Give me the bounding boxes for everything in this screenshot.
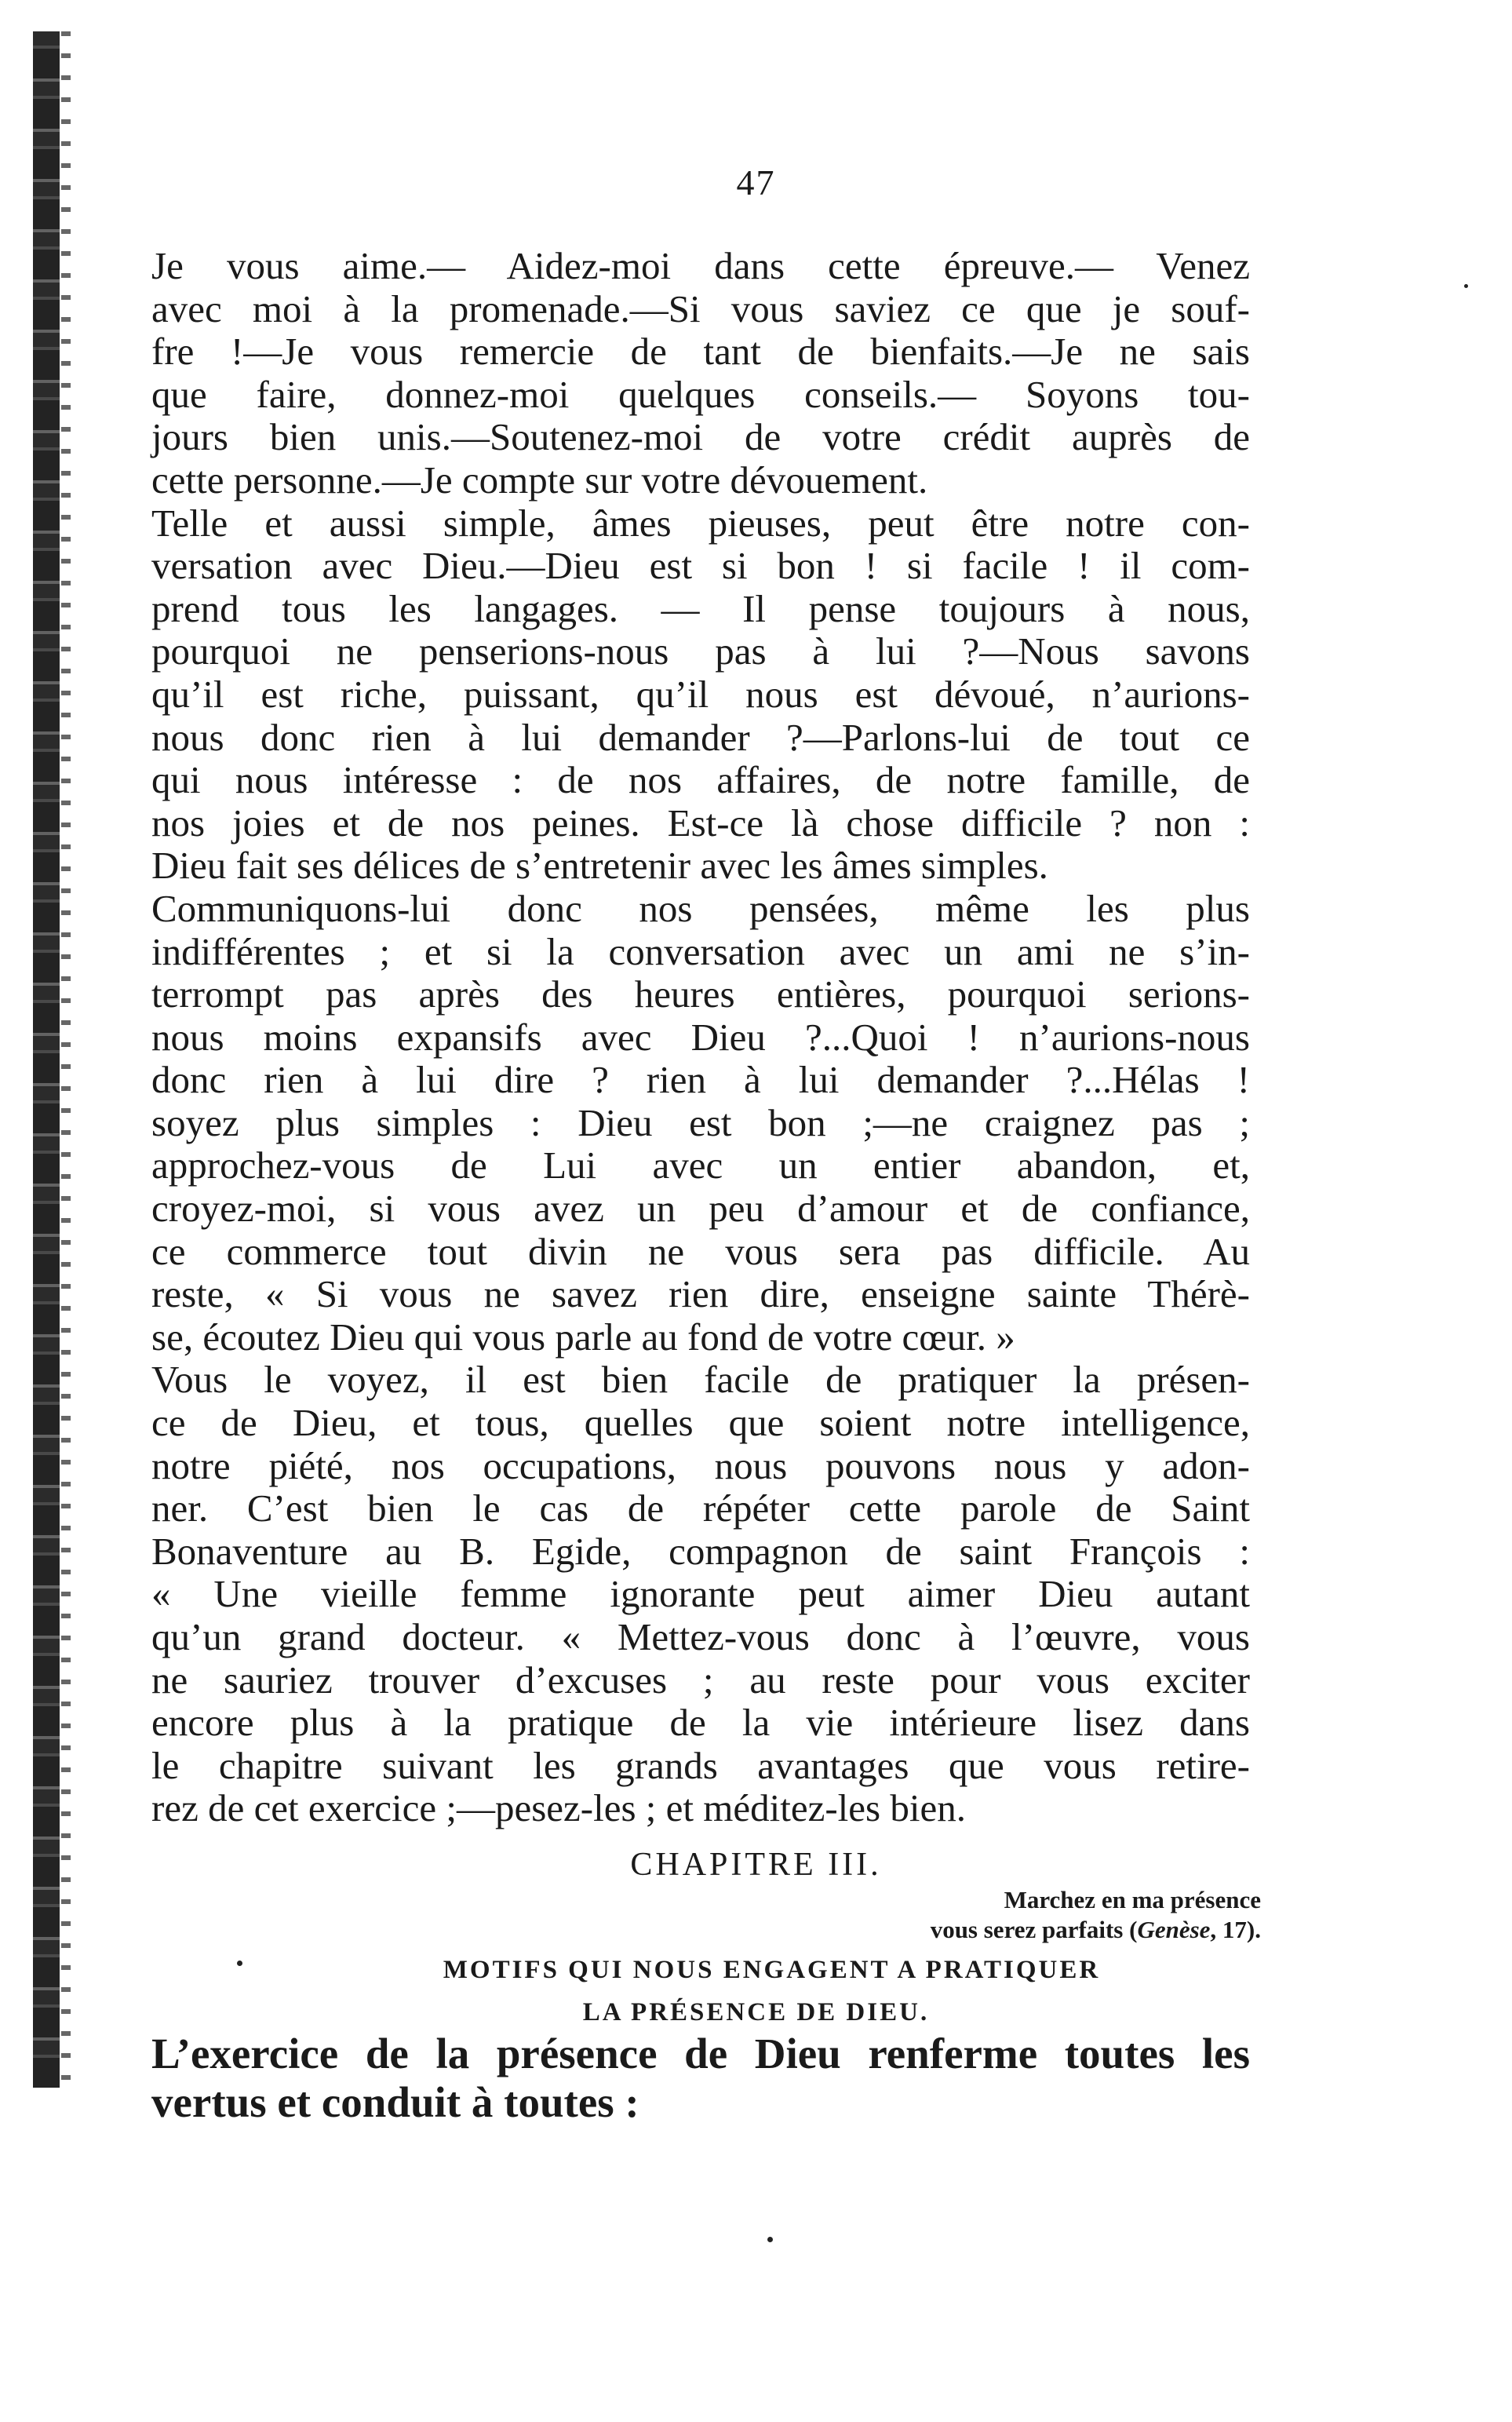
text-line: Telle et aussi simple, âmes pieuses, peut être notre con- — [151, 501, 1250, 545]
text-line: rez de cet exercice ;—pesez-les ; et méditez-les bien. — [151, 1786, 966, 1830]
text-line: jours bien unis.—Soutenez-moi de votre crédit auprès de — [151, 415, 1250, 459]
epigraph-line — [931, 1915, 1261, 1945]
epigraph-reference: Genèse — [1137, 1916, 1211, 1943]
text-line: ce commerce tout divin ne vous sera pas difficile. Au — [151, 1229, 1250, 1273]
text-line: nous moins expansifs avec Dieu ?...Quoi ! n’aurions-nous — [151, 1015, 1250, 1059]
stray-mark — [767, 2237, 773, 2242]
text-line: vertus et conduit à toutes : — [151, 2078, 639, 2126]
chapter-opening-text — [151, 2030, 1250, 2127]
chapter-heading-line: MOTIFS QUI NOUS ENGAGENT A PRATIQUER — [443, 1956, 1101, 1984]
text-line: fre !—Je vous remercie de tant de bienfaits.—Je ne sais — [151, 330, 1250, 374]
text-line: Je vous aime.— Aidez-moi dans cette épreuve.— Venez — [151, 244, 1250, 287]
text-line: reste, « Si vous ne savez rien dire, enseigne sainte Thérè- — [151, 1272, 1250, 1316]
text-line: soyez plus simples : Dieu est bon ;—ne craignez pas ; — [151, 1100, 1250, 1144]
text-line: donc rien à lui dire ? rien à lui demander ?...Hélas ! — [151, 1058, 1250, 1102]
text-line: notre piété, nos occupations, nous pouvons nous y adon- — [151, 1443, 1250, 1487]
chapter-heading-line: LA PRÉSENCE DE DIEU. — [582, 1998, 930, 2026]
text-line: « Une vieille femme ignorante peut aimer Dieu autant — [151, 1572, 1250, 1616]
text-line: ne sauriez trouver d’excuses ; au reste pour vous exciter — [151, 1658, 1250, 1702]
epigraph — [931, 1885, 1261, 1945]
text-line: avec moi à la promenade.—Si vous saviez ce que je souf- — [151, 286, 1250, 330]
text-line: Dieu fait ses délices de s’entretenir avec les âmes simples. — [151, 844, 1048, 888]
text-line: croyez-moi, si vous avez un peu d’amour et de confiance, — [151, 1187, 1250, 1231]
text-line: versation avec Dieu.—Dieu est si bon ! si facile ! il com- — [151, 544, 1250, 588]
text-line: nous donc rien à lui demander ?—Parlons-lui de tout ce — [151, 715, 1250, 759]
text-line: ce de Dieu, et tous, quelles que soient notre intelligence, — [151, 1401, 1250, 1445]
text-line: Communiquons-lui donc nos pensées, même les plus — [151, 886, 1250, 930]
page-binding-edge — [33, 31, 60, 2088]
page-number: 47 — [736, 162, 776, 202]
text-line: indifférentes ; et si la conversation avec un ami ne s’in- — [151, 929, 1250, 973]
body-text — [151, 245, 1250, 1830]
epigraph-text: vous serez parfaits ( — [930, 1916, 1138, 1943]
text-line: le chapitre suivant les grands avantages que vous retire- — [151, 1743, 1250, 1787]
epigraph-text: , 17). — [1210, 1916, 1261, 1943]
text-line: que faire, donnez-moi quelques conseils.— Soyons tou- — [151, 372, 1250, 416]
chapter-title: CHAPITRE III. — [630, 1847, 882, 1883]
text-line: qui nous intéresse : de nos affaires, de notre famille, de — [151, 758, 1250, 802]
text-line: encore plus à la pratique de la vie intérieure lisez dans — [151, 1701, 1250, 1745]
text-line: qu’un grand docteur. « Mettez-vous donc à l’œuvre, vous — [151, 1615, 1250, 1658]
text-line: prend tous les langages. — Il pense toujours à nous, — [151, 586, 1250, 630]
text-line: L’exercice de la présence de Dieu renferme toutes les — [151, 2030, 1250, 2077]
text-line: approchez-vous de Lui avec un entier abandon, et, — [151, 1144, 1250, 1187]
text-line: pourquoi ne penserions-nous pas à lui ?—Nous savons — [151, 629, 1250, 673]
text-line: se, écoutez Dieu qui vous parle au fond de votre cœur. » — [151, 1315, 1015, 1359]
stray-mark — [1464, 284, 1468, 288]
text-line: terrompt pas après des heures entières, pourquoi serions- — [151, 972, 1250, 1016]
text-line: Bonaventure au B. Egide, compagnon de saint François : — [151, 1529, 1250, 1573]
text-line: Vous le voyez, il est bien facile de pratiquer la présen- — [151, 1358, 1250, 1402]
text-line: qu’il est riche, puissant, qu’il nous est dévoué, n’aurions- — [151, 672, 1250, 716]
epigraph-line: Marchez en ma présence — [1004, 1886, 1261, 1913]
text-line: nos joies et de nos peines. Est-ce là chose difficile ? non : — [151, 801, 1250, 844]
text-line: cette personne.—Je compte sur votre dévouement. — [151, 458, 928, 502]
text-line: ner. C’est bien le cas de répéter cette parole de Saint — [151, 1486, 1250, 1530]
